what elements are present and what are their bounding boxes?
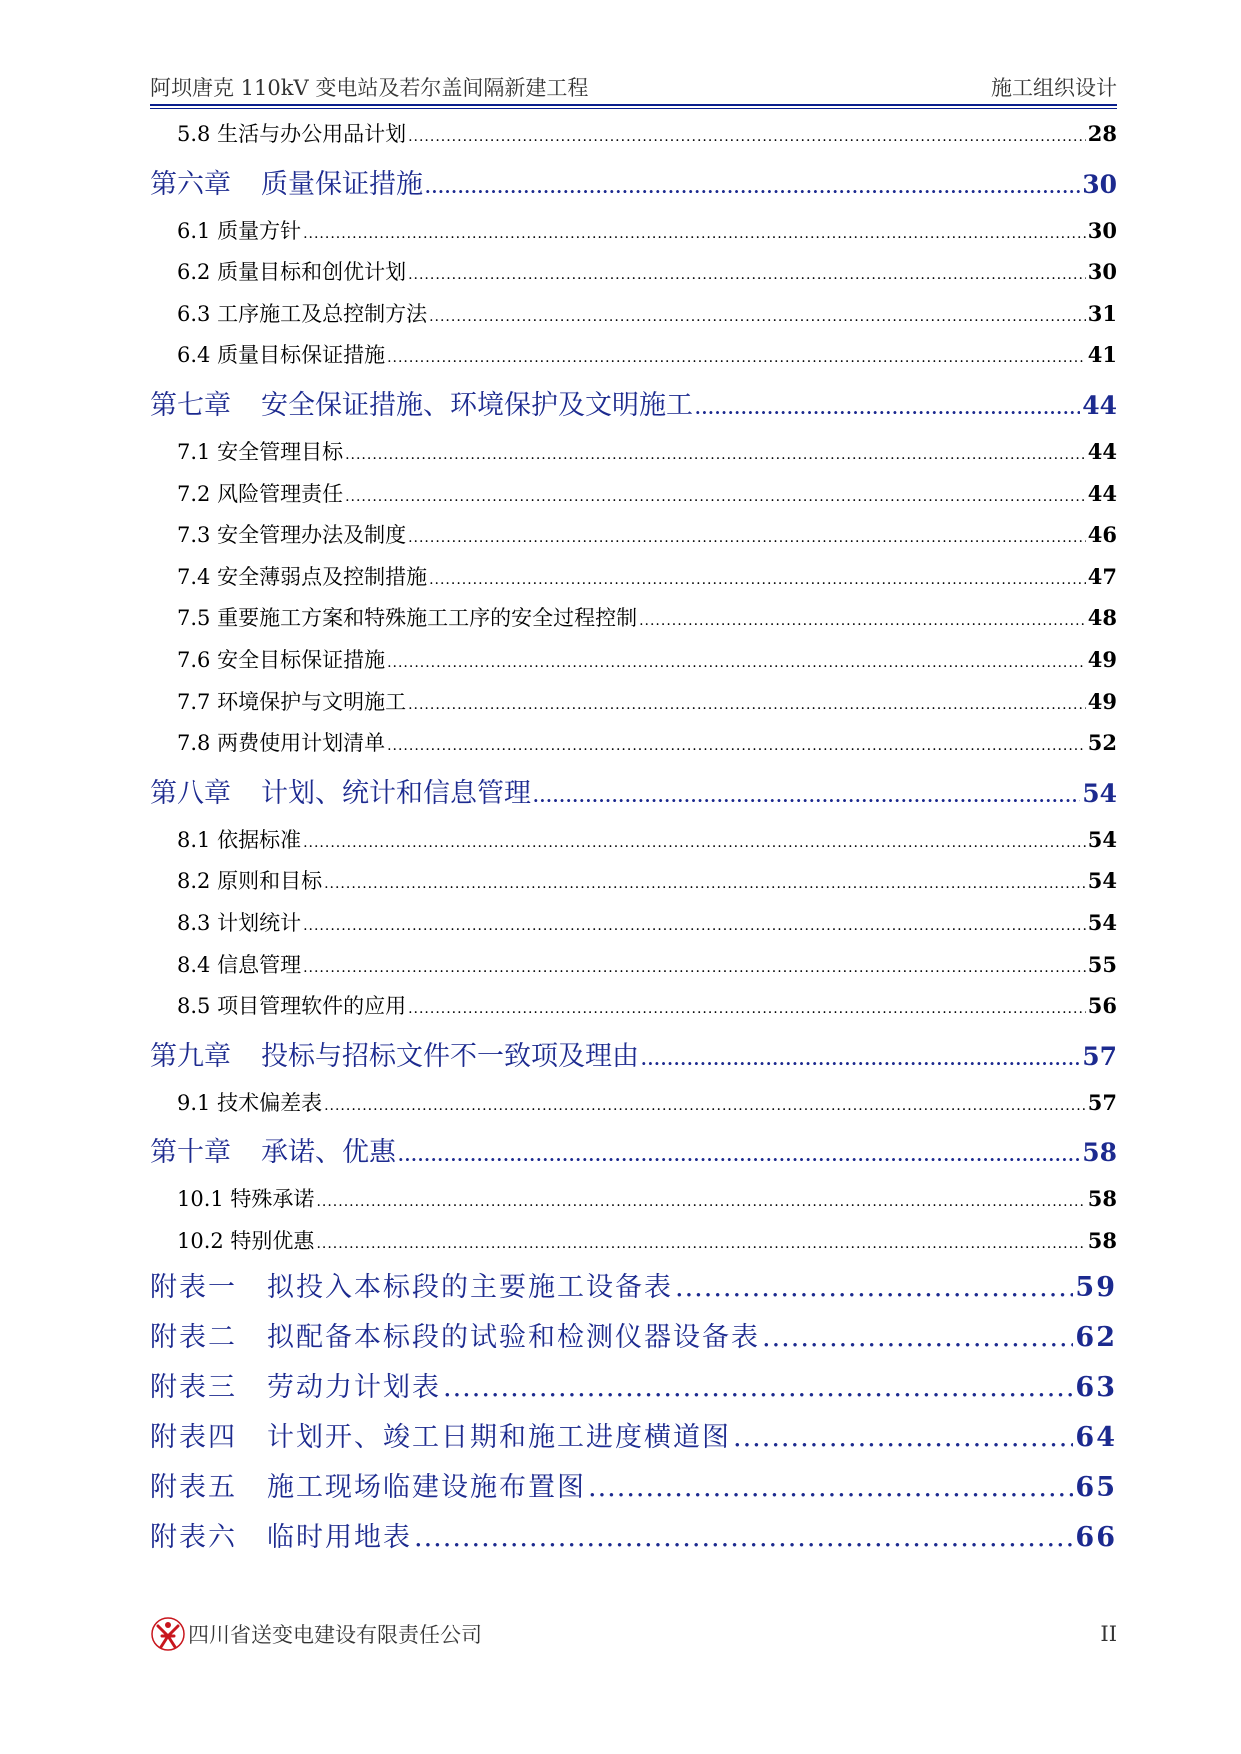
toc-entry-label: 10.2 特别优惠 xyxy=(177,1228,315,1253)
toc-chapter-title: 投标与招标文件不一致项及理由 xyxy=(261,1040,639,1072)
toc-page-number: 58 xyxy=(1082,1138,1117,1168)
toc-dot-leader xyxy=(408,516,1086,560)
toc-page-number: 30 xyxy=(1087,217,1117,243)
toc-dot-leader xyxy=(588,1460,1073,1516)
toc-entry-label: 7.8 两费使用计划清单 xyxy=(177,731,386,756)
header-divider xyxy=(150,104,1117,106)
toc-dot-leader xyxy=(303,821,1086,865)
toc-entry-label: 7.2 风险管理责任 xyxy=(177,481,344,506)
toc-section-entry[interactable] xyxy=(150,901,1117,943)
toc-section-entry[interactable] xyxy=(150,859,1117,901)
toc-appendix-entry[interactable] xyxy=(150,1510,1117,1560)
toc-page-number: 30 xyxy=(1082,169,1117,199)
toc-dot-leader xyxy=(533,766,1080,828)
toc-page-number: 58 xyxy=(1087,1186,1117,1212)
toc-dot-leader xyxy=(408,683,1086,727)
toc-entry-label: 7.4 安全薄弱点及控制措施 xyxy=(177,564,428,589)
toc-dot-leader xyxy=(345,475,1086,519)
toc-page-number: 54 xyxy=(1087,868,1117,894)
toc-dot-leader xyxy=(316,1180,1085,1224)
toc-chapter-number: 附表四 xyxy=(150,1422,237,1454)
toc-entry-label: 10.1 特殊承诺 xyxy=(177,1187,315,1212)
toc-dot-leader xyxy=(425,157,1080,219)
toc-entry-label: 8.3 计划统计 xyxy=(177,910,302,935)
toc-chapter-title: 计划开、竣工日期和施工进度横道图 xyxy=(267,1422,731,1454)
toc-appendix-entry[interactable] xyxy=(150,1310,1117,1360)
toc-dot-leader xyxy=(443,1360,1073,1416)
toc-chapter-number: 第九章 xyxy=(150,1040,231,1072)
toc-chapter-title: 安全保证措施、环境保护及文明施工 xyxy=(261,389,693,421)
toc-chapter-number: 附表五 xyxy=(150,1472,237,1504)
page-header xyxy=(150,68,1117,102)
toc-section-entry[interactable] xyxy=(150,555,1117,597)
toc-dot-leader xyxy=(408,987,1086,1031)
toc-entry-label: 8.5 项目管理软件的应用 xyxy=(177,994,407,1019)
toc-page-number: 41 xyxy=(1087,342,1117,368)
toc-appendix-entry[interactable] xyxy=(150,1260,1117,1310)
toc-chapter-entry[interactable] xyxy=(150,154,1117,209)
toc-page-number: 56 xyxy=(1087,993,1117,1019)
toc-chapter-entry[interactable] xyxy=(150,375,1117,430)
toc-section-entry[interactable] xyxy=(150,430,1117,472)
toc-chapter-number: 第十章 xyxy=(150,1137,231,1169)
header-divider-thin xyxy=(150,108,1117,109)
toc-chapter-number: 附表六 xyxy=(150,1522,237,1554)
toc-dot-leader xyxy=(398,1125,1080,1187)
toc-entry-label: 7.3 安全管理办法及制度 xyxy=(177,523,407,548)
toc-chapter-title: 拟配备本标段的试验和检测仪器设备表 xyxy=(267,1322,760,1354)
toc-page-number: 30 xyxy=(1087,259,1117,285)
toc-section-entry[interactable] xyxy=(150,1177,1117,1219)
toc-dot-leader xyxy=(324,862,1086,906)
toc-section-entry[interactable] xyxy=(150,721,1117,763)
toc-chapter-title: 承诺、优惠 xyxy=(261,1137,396,1169)
toc-page-number: 65 xyxy=(1075,1472,1117,1504)
toc-section-entry[interactable] xyxy=(150,112,1117,154)
toc-appendix-entry[interactable] xyxy=(150,1360,1117,1410)
toc-dot-leader xyxy=(303,946,1086,990)
toc-dot-leader xyxy=(324,1084,1086,1128)
toc-page-number: 49 xyxy=(1087,646,1117,672)
toc-page-number: 54 xyxy=(1082,778,1117,808)
toc-entry-label: 7.1 安全管理目标 xyxy=(177,439,344,464)
toc-entry-label: 8.2 原则和目标 xyxy=(177,869,323,894)
toc-chapter-title: 质量保证措施 xyxy=(261,168,423,200)
toc-page-number: 46 xyxy=(1087,522,1117,548)
toc-chapter-title: 计划、统计和信息管理 xyxy=(261,777,531,809)
toc-appendix-entry[interactable] xyxy=(150,1460,1117,1510)
toc-dot-leader xyxy=(345,433,1086,477)
toc-page-number: 48 xyxy=(1087,605,1117,631)
toc-entry-label: 7.6 安全目标保证措施 xyxy=(177,647,386,672)
toc-section-entry[interactable] xyxy=(150,292,1117,334)
toc-chapter-number: 附表一 xyxy=(150,1272,237,1304)
toc-dot-leader xyxy=(387,724,1086,768)
toc-chapter-number: 第七章 xyxy=(150,389,231,421)
toc-chapter-title: 施工现场临建设施布置图 xyxy=(267,1472,586,1504)
toc-page-number: 59 xyxy=(1075,1272,1117,1304)
toc-entry-label: 8.1 依据标准 xyxy=(177,827,302,852)
toc-section-entry[interactable] xyxy=(150,1081,1117,1123)
header-project-title: 阿坝唐克 110kV 变电站及若尔盖间隔新建工程 xyxy=(150,76,589,100)
toc-section-entry[interactable] xyxy=(150,209,1117,251)
toc-dot-leader xyxy=(641,1029,1080,1091)
toc-chapter-entry[interactable] xyxy=(150,1026,1117,1081)
toc-entry-label: 5.8 生活与办公用品计划 xyxy=(177,122,407,146)
toc-entry-label: 8.4 信息管理 xyxy=(177,952,302,977)
toc-chapter-title: 劳动力计划表 xyxy=(267,1372,441,1404)
toc-dot-leader xyxy=(695,378,1080,440)
toc-section-entry[interactable] xyxy=(150,250,1117,292)
toc-dot-leader xyxy=(303,212,1086,256)
toc-dot-leader xyxy=(414,1510,1073,1566)
toc-entry-label: 6.1 质量方针 xyxy=(177,218,302,243)
toc-section-entry[interactable] xyxy=(150,513,1117,555)
toc-chapter-title: 拟投入本标段的主要施工设备表 xyxy=(267,1272,673,1304)
toc-dot-leader xyxy=(408,115,1086,159)
toc-page-number: 62 xyxy=(1075,1322,1117,1354)
toc-section-entry[interactable] xyxy=(150,1219,1117,1261)
toc-chapter-entry[interactable] xyxy=(150,1122,1117,1177)
toc-dot-leader xyxy=(733,1410,1073,1466)
toc-section-entry[interactable] xyxy=(150,943,1117,985)
header-document-type: 施工组织设计 xyxy=(991,76,1117,100)
toc-entry-label: 7.5 重要施工方案和特殊施工工序的安全过程控制 xyxy=(177,606,638,631)
toc-page-number: 57 xyxy=(1082,1041,1117,1071)
toc-chapter-title: 临时用地表 xyxy=(267,1522,412,1554)
toc-section-entry[interactable] xyxy=(150,333,1117,375)
toc-dot-leader xyxy=(303,904,1086,948)
toc-chapter-number: 附表二 xyxy=(150,1322,237,1354)
toc-entry-label: 6.3 工序施工及总控制方法 xyxy=(177,301,428,326)
toc-entry-label: 6.4 质量目标保证措施 xyxy=(177,343,386,368)
toc-appendix-entry[interactable] xyxy=(150,1410,1117,1460)
toc-section-entry[interactable] xyxy=(150,984,1117,1026)
toc-page-number: 44 xyxy=(1087,438,1117,464)
toc-dot-leader xyxy=(387,641,1086,685)
toc-page-number: 49 xyxy=(1087,688,1117,714)
toc-page-number: 47 xyxy=(1087,563,1117,589)
toc-page-number: 44 xyxy=(1082,390,1117,420)
toc-page-number: 54 xyxy=(1087,826,1117,852)
company-logo-icon xyxy=(150,1616,186,1652)
toc-page-number: 54 xyxy=(1087,909,1117,935)
toc-chapter-entry[interactable] xyxy=(150,763,1117,818)
toc-entry-label: 6.2 质量目标和创优计划 xyxy=(177,260,407,285)
toc-page-number: 28 xyxy=(1087,121,1117,146)
toc-dot-leader xyxy=(429,558,1086,602)
toc-dot-leader xyxy=(675,1260,1073,1316)
toc-page-number: 58 xyxy=(1087,1227,1117,1253)
toc-page-number: 52 xyxy=(1087,730,1117,756)
toc-page-number: 31 xyxy=(1087,300,1117,326)
toc-entry-label: 9.1 技术偏差表 xyxy=(177,1090,323,1115)
footer-page-number: II xyxy=(1100,1622,1117,1646)
toc-section-entry[interactable] xyxy=(150,680,1117,722)
toc-dot-leader xyxy=(408,253,1086,297)
toc-page-number: 55 xyxy=(1087,951,1117,977)
toc-page-number: 66 xyxy=(1075,1522,1117,1554)
toc-dot-leader xyxy=(639,599,1086,643)
footer-company-name: 四川省送变电建设有限责任公司 xyxy=(188,1623,482,1647)
toc-section-entry[interactable] xyxy=(150,638,1117,680)
toc-section-entry[interactable] xyxy=(150,472,1117,514)
toc-chapter-number: 附表三 xyxy=(150,1372,237,1404)
toc-section-entry[interactable] xyxy=(150,818,1117,860)
toc-dot-leader xyxy=(387,336,1086,380)
toc-entry-label: 7.7 环境保护与文明施工 xyxy=(177,689,407,714)
toc-page-number: 64 xyxy=(1075,1422,1117,1454)
toc-page-number: 57 xyxy=(1087,1089,1117,1115)
toc-section-entry[interactable] xyxy=(150,596,1117,638)
toc-chapter-number: 第八章 xyxy=(150,777,231,809)
toc-dot-leader xyxy=(316,1222,1085,1266)
page-footer xyxy=(150,1616,1117,1652)
toc-page-number: 63 xyxy=(1075,1372,1117,1404)
toc-dot-leader xyxy=(429,295,1086,339)
toc-chapter-number: 第六章 xyxy=(150,168,231,200)
toc-dot-leader xyxy=(762,1310,1073,1366)
table-of-contents xyxy=(150,112,1117,1560)
toc-page-number: 44 xyxy=(1087,480,1117,506)
